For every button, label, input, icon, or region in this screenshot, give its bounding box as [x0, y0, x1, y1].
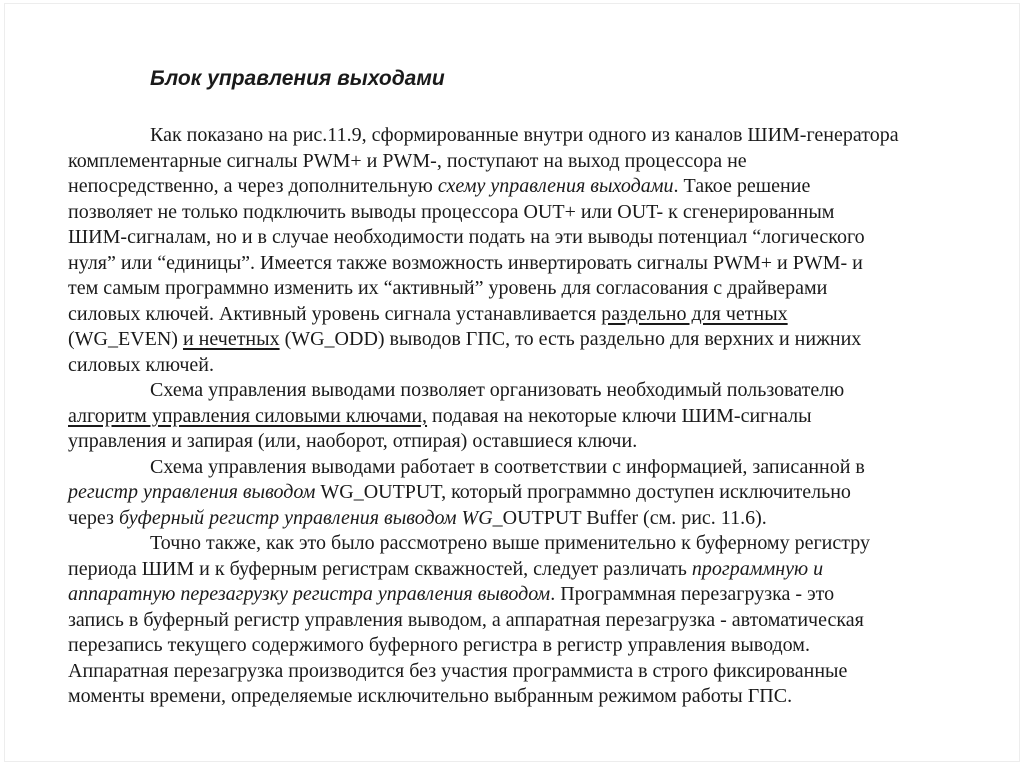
text-run-italic: схему управления выходами — [437, 175, 674, 197]
paragraph — [68, 455, 994, 532]
text-run-normal: непосредственно, а через дополнительную — [68, 175, 438, 197]
text-line — [68, 225, 994, 251]
text-line — [68, 353, 994, 379]
text-run-normal: запись в буферный регистр управления выводом, а аппаратная перезагрузка - автоматическая — [68, 608, 864, 631]
text-line — [68, 404, 994, 430]
text-run-normal: Аппаратная перезагрузка производится без участия программиста в строго фиксированные — [68, 659, 848, 682]
text-run-normal: Как показано на рис.11.9, сформированные внутри одного из каналов ШИМ-генератора — [150, 124, 899, 146]
text-line — [68, 633, 994, 659]
text-run-normal: . Программная перезагрузка - это — [550, 583, 835, 605]
text-run-normal: Схема управления выводами работает в соответствии с информацией, записанной в — [150, 455, 865, 478]
text-body — [0, 123, 1024, 710]
text-run-normal: моменты времени, определяемые исключительно выбранным режимом работы ГПС. — [68, 685, 793, 707]
text-run-normal: подавая на некоторые ключи ШИМ-сигналы — [427, 404, 812, 427]
text-run-normal: . Такое решение — [673, 175, 811, 197]
text-run-normal: силовых ключей. — [68, 353, 214, 376]
text-run-normal: позволяет не только подключить выводы процессора OUT+ или OUT- к сгенерированным — [68, 200, 835, 223]
text-line — [68, 455, 994, 481]
text-run-italic: буферный регистр управления выводом WG — [118, 506, 493, 529]
text-line — [68, 378, 994, 404]
text-run-normal: периода ШИМ и к буферным регистрам скважностей, следует различать — [68, 557, 692, 580]
section-title: Блок управления выходами — [150, 67, 445, 90]
text-run-normal: ШИМ-сигналам, но и в случае необходимости подать на эти выводы потенциал “логического — [68, 226, 865, 248]
text-run-italic: программную и — [691, 557, 824, 580]
text-run-normal: Схема управления выводами позволяет организовать необходимый пользователю — [150, 379, 845, 401]
text-line — [68, 684, 994, 710]
text-line — [68, 174, 994, 200]
text-line — [68, 149, 994, 175]
text-run-normal: (WG_ODD) выводов ГПС, то есть раздельно для верхних и нижних — [279, 328, 862, 350]
text-run-normal: комплементарные сигналы PWM+ и PWM-, поступают на выход процессора не — [68, 149, 747, 172]
text-run-normal: WG_OUTPUT, который программно доступен исключительно — [315, 481, 851, 503]
text-line — [68, 557, 994, 583]
text-run-underline: алгоритм управления силовыми ключами, — [68, 404, 428, 427]
text-run-italic: аппаратную перезагрузку регистра управления выводом — [68, 583, 551, 605]
text-run-normal: Точно также, как это было рассмотрено выше применительно к буферному регистру — [150, 532, 870, 554]
text-line — [68, 123, 994, 149]
text-line — [68, 200, 994, 226]
text-line — [68, 429, 994, 455]
text-line — [68, 582, 994, 608]
paragraph — [68, 531, 994, 710]
text-line — [68, 608, 994, 634]
text-run-normal: _OUTPUT Buffer (см. рис. 11.6). — [492, 506, 767, 529]
text-line — [68, 506, 994, 532]
text-run-italic: регистр управления выводом — [68, 481, 316, 503]
text-run-underline: и нечетных — [182, 328, 280, 350]
text-line — [68, 531, 994, 557]
text-line — [68, 327, 994, 353]
text-run-normal: через — [68, 506, 119, 529]
text-run-normal: перезапись текущего содержимого буферного регистра в регистр управления выводом. — [68, 634, 810, 656]
text-run-underline: раздельно для четных — [601, 302, 788, 325]
text-line — [68, 302, 994, 328]
text-run-normal: (WG_EVEN) — [68, 328, 183, 350]
text-line — [68, 480, 994, 506]
text-run-normal: нуля” или “единицы”. Имеется также возможность инвертировать сигналы PWM+ и PWM- и — [68, 251, 863, 274]
paragraph — [68, 378, 994, 455]
text-run-normal: тем самым программно изменить их “активный” уровень для согласования с драйверами — [68, 277, 828, 299]
text-line — [68, 251, 994, 277]
text-line — [68, 276, 994, 302]
text-line — [68, 659, 994, 685]
paragraph — [68, 123, 994, 378]
text-run-normal: управления и запирая (или, наоборот, отпирая) оставшиеся ключи. — [68, 430, 638, 452]
text-run-normal: силовых ключей. Активный уровень сигнала устанавливается — [68, 302, 602, 325]
